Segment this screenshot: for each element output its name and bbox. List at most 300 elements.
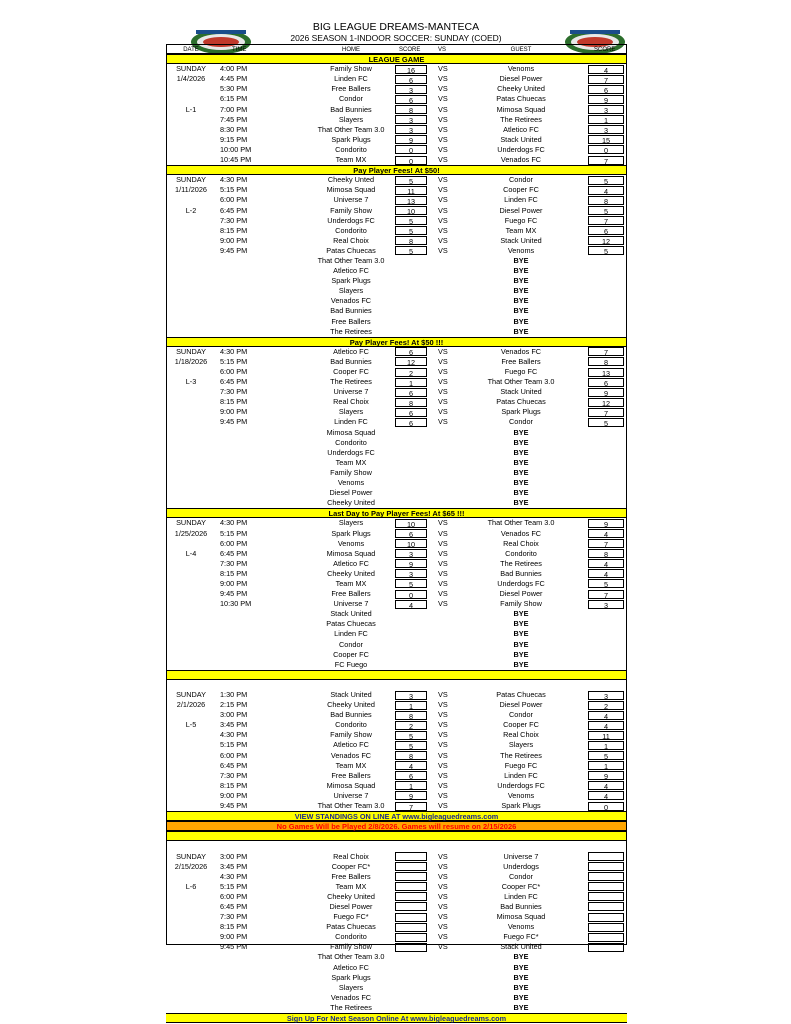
time-cell: 4:30 PM	[220, 518, 248, 528]
website-link-row[interactable]: VIEW STANDINGS ON LINE AT www.bigleaguedreams.com	[166, 811, 627, 821]
vs-label: VS	[438, 417, 448, 427]
guest-team: Spark Plugs	[501, 801, 541, 811]
team-name: Venados FC	[330, 992, 372, 1002]
guest-team: Bad Bunnies	[500, 901, 542, 911]
website-link-row[interactable]: Sign Up For Next Season Online At www.bigleaguedreams.com	[166, 1013, 627, 1023]
column-score-home: SCORE	[399, 47, 421, 53]
vs-label: VS	[438, 64, 448, 74]
game-row	[166, 549, 627, 559]
bye-label: BYE	[513, 296, 529, 306]
home-score-box: 3	[395, 125, 427, 134]
home-score-box: 3	[395, 691, 427, 700]
home-team: Real Choix	[333, 851, 369, 861]
home-score-box: 3	[395, 85, 427, 94]
column-score-guest: SCORE	[594, 47, 616, 53]
guest-team: Diesel Power	[499, 700, 543, 710]
home-team: Atletico FC	[333, 740, 369, 750]
column-time: TIME	[232, 47, 247, 53]
home-team: Linden FC	[334, 74, 368, 84]
bye-label: BYE	[513, 609, 529, 619]
vs-label: VS	[438, 851, 448, 861]
home-score-box	[395, 862, 427, 871]
bye-label: BYE	[513, 619, 529, 629]
page-subtitle: 2026 SEASON 1-INDOOR SOCCER: SUNDAY (COED)	[290, 33, 502, 43]
bye-row	[166, 1003, 627, 1013]
vs-label: VS	[438, 144, 448, 154]
team-name: Family Show	[330, 467, 372, 477]
time-cell: 6:00 PM	[220, 195, 248, 205]
guest-team: Stack United	[500, 387, 542, 397]
time-cell: 8:15 PM	[220, 780, 248, 790]
home-score-box: 8	[395, 751, 427, 760]
team-name: Venados FC	[330, 296, 372, 306]
guest-team: The Retirees	[500, 114, 542, 124]
home-team: Universe 7	[333, 599, 369, 609]
bye-row	[166, 488, 627, 498]
vs-label: VS	[438, 104, 448, 114]
time-cell: 4:45 PM	[220, 74, 248, 84]
guest-score-box: 12	[588, 398, 624, 407]
game-row	[166, 751, 627, 761]
home-score-box: 7	[395, 802, 427, 811]
bye-label: BYE	[513, 255, 529, 265]
separator-row	[166, 670, 627, 680]
game-row	[166, 175, 627, 185]
guest-team: Underdogs FC	[497, 144, 545, 154]
vs-label: VS	[438, 710, 448, 720]
bye-label: BYE	[513, 488, 529, 498]
bye-label: BYE	[513, 629, 529, 639]
date-cell: L-4	[185, 548, 197, 558]
separator-row	[166, 831, 627, 841]
home-score-box: 9	[395, 559, 427, 568]
home-team: Condorito	[335, 720, 367, 730]
guest-score-box: 9	[588, 388, 624, 397]
team-name: Mimosa Squad	[326, 427, 376, 437]
time-cell: 1:30 PM	[220, 690, 248, 699]
home-score-box: 6	[395, 408, 427, 417]
guest-team: Fuego FC	[504, 760, 538, 770]
home-score-box: 1	[395, 378, 427, 387]
guest-team: Slayers	[508, 740, 534, 750]
home-team: Universe 7	[333, 195, 369, 205]
game-row	[166, 781, 627, 791]
guest-score-box	[588, 852, 624, 861]
guest-score-box: 4	[588, 711, 624, 720]
time-cell: 10:45 PM	[220, 155, 252, 165]
date-cell: 1/18/2026	[174, 356, 208, 366]
home-score-box: 2	[395, 368, 427, 377]
bye-label: BYE	[513, 962, 529, 972]
team-name: Venoms	[337, 478, 365, 488]
guest-team: Venoms	[507, 64, 535, 74]
guest-team: Diesel Power	[499, 589, 543, 599]
schedule-table	[166, 44, 627, 1023]
date-cell: 1/11/2026	[175, 185, 207, 195]
vs-label: VS	[438, 195, 448, 205]
notice-row: No Games Will be Played 2/8/2026. Games will resume on 2/15/2026	[166, 821, 627, 831]
vs-label: VS	[438, 528, 448, 538]
home-team: Team MX	[335, 881, 367, 891]
guest-team: Spark Plugs	[501, 407, 541, 417]
guest-team: Atletico FC	[503, 124, 539, 134]
home-team: Team MX	[335, 578, 367, 588]
home-team: Mimosa Squad	[326, 185, 376, 195]
game-row	[166, 105, 627, 115]
time-cell: 4:30 PM	[220, 175, 248, 185]
bye-row	[166, 993, 627, 1003]
guest-team: That Other Team 3.0	[487, 518, 555, 528]
game-row	[166, 539, 627, 549]
guest-team: Stack United	[500, 134, 542, 144]
bye-row	[166, 468, 627, 478]
bye-label: BYE	[513, 326, 529, 336]
game-row	[166, 64, 627, 74]
guest-team: Underdogs FC	[497, 780, 545, 790]
home-score-box: 10	[395, 539, 427, 548]
home-team: Family Show	[330, 205, 372, 215]
bye-row	[166, 317, 627, 327]
guest-score-box: 5	[588, 579, 624, 588]
time-cell: 4:30 PM	[220, 871, 248, 881]
home-score-box: 13	[395, 196, 427, 205]
vs-label: VS	[438, 235, 448, 245]
game-row	[166, 912, 627, 922]
spacer-row	[166, 841, 627, 851]
time-cell: 5:15 PM	[220, 356, 248, 366]
home-team: Slayers	[338, 407, 364, 417]
guest-score-box: 4	[588, 65, 624, 74]
vs-label: VS	[438, 730, 448, 740]
home-team: That Other Team 3.0	[317, 801, 385, 811]
guest-score-box: 4	[588, 721, 624, 730]
vs-label: VS	[438, 124, 448, 134]
time-cell: 6:00 PM	[220, 750, 248, 760]
guest-score-box: 15	[588, 135, 624, 144]
guest-team: Venados FC	[500, 155, 542, 165]
time-cell: 5:15 PM	[220, 185, 248, 195]
guest-score-box	[588, 892, 624, 901]
home-score-box: 12	[395, 357, 427, 366]
vs-label: VS	[438, 942, 448, 952]
guest-team: The Retirees	[500, 750, 542, 760]
home-team: Mimosa Squad	[326, 548, 376, 558]
time-cell: 6:45 PM	[220, 205, 248, 215]
vs-label: VS	[438, 377, 448, 387]
date-cell: SUNDAY	[176, 346, 206, 356]
time-cell: 9:45 PM	[220, 417, 248, 427]
date-cell: L-1	[185, 104, 197, 114]
game-row	[166, 882, 627, 892]
home-score-box: 1	[395, 701, 427, 710]
game-row	[166, 236, 627, 246]
guest-team: Cooper FC	[503, 720, 539, 730]
bye-row	[166, 438, 627, 448]
home-team: Condorito	[335, 932, 367, 942]
home-score-box: 4	[395, 761, 427, 770]
team-name: Condorito	[335, 437, 367, 447]
team-name: The Retirees	[330, 326, 372, 336]
bye-row	[166, 296, 627, 306]
guest-team: Real Choix	[503, 730, 539, 740]
time-cell: 8:30 PM	[220, 124, 248, 134]
time-cell: 4:00 PM	[220, 64, 248, 74]
team-name: That Other Team 3.0	[317, 255, 385, 265]
guest-score-box: 2	[588, 701, 624, 710]
time-cell: 10:00 PM	[220, 144, 252, 154]
home-team: Patas Chuecas	[326, 922, 376, 932]
time-cell: 7:45 PM	[220, 114, 248, 124]
home-score-box: 0	[395, 590, 427, 599]
vs-label: VS	[438, 700, 448, 710]
home-score-box: 9	[395, 135, 427, 144]
home-team: Universe 7	[333, 790, 369, 800]
home-score-box	[395, 933, 427, 942]
guest-score-box: 0	[588, 802, 624, 811]
game-row	[166, 599, 627, 609]
bye-label: BYE	[513, 952, 529, 962]
home-score-box: 0	[395, 156, 427, 165]
time-cell: 7:30 PM	[220, 215, 248, 225]
home-score-box: 3	[395, 549, 427, 558]
home-score-box: 8	[395, 711, 427, 720]
vs-label: VS	[438, 387, 448, 397]
time-cell: 9:00 PM	[220, 578, 248, 588]
guest-score-box: 4	[588, 529, 624, 538]
home-score-box: 5	[395, 246, 427, 255]
guest-score-box: 7	[588, 347, 624, 356]
home-score-box	[395, 852, 427, 861]
bye-row	[166, 952, 627, 962]
guest-team: Cooper FC	[503, 185, 539, 195]
vs-label: VS	[438, 84, 448, 94]
team-name: Patas Chuecas	[326, 619, 376, 629]
guest-score-box: 6	[588, 85, 624, 94]
bye-row	[166, 963, 627, 973]
game-row	[166, 125, 627, 135]
guest-score-box: 3	[588, 600, 624, 609]
guest-team: Underdogs FC	[497, 578, 545, 588]
guest-team: Condor	[509, 710, 533, 720]
guest-team: That Other Team 3.0	[487, 377, 555, 387]
game-row	[166, 569, 627, 579]
game-row	[166, 347, 627, 357]
vs-label: VS	[438, 801, 448, 811]
guest-score-box	[588, 943, 624, 952]
bye-row	[166, 306, 627, 316]
guest-team: Family Show	[500, 599, 542, 609]
home-score-box	[395, 872, 427, 881]
game-row	[166, 377, 627, 387]
game-row	[166, 932, 627, 942]
banner-row: Pay Player Fees! At $50!	[166, 165, 627, 175]
time-cell: 6:45 PM	[220, 901, 248, 911]
home-team: Cheeky United	[327, 700, 375, 710]
game-row	[166, 84, 627, 94]
bye-label: BYE	[513, 982, 529, 992]
vs-label: VS	[438, 94, 448, 104]
home-team: Stack United	[330, 690, 372, 699]
home-score-box: 8	[395, 105, 427, 114]
home-score-box: 5	[395, 741, 427, 750]
banner-row: Pay Player Fees! At $50 !!!	[166, 337, 627, 347]
bye-label: BYE	[513, 478, 529, 488]
vs-label: VS	[438, 548, 448, 558]
home-team: Family Show	[330, 64, 372, 74]
vs-label: VS	[438, 881, 448, 891]
home-score-box: 10	[395, 519, 427, 528]
guest-score-box: 1	[588, 741, 624, 750]
vs-label: VS	[438, 578, 448, 588]
column-header-row	[166, 44, 627, 54]
home-team: Free Ballers	[331, 871, 371, 881]
home-team: Family Show	[330, 942, 372, 952]
guest-score-box: 5	[588, 751, 624, 760]
team-name: Atletico FC	[333, 266, 369, 276]
column-home: HOME	[342, 47, 360, 53]
team-name: Cheeky United	[327, 498, 375, 508]
bye-label: BYE	[513, 276, 529, 286]
time-cell: 9:45 PM	[220, 801, 248, 811]
guest-score-box: 12	[588, 236, 624, 245]
vs-label: VS	[438, 225, 448, 235]
vs-label: VS	[438, 397, 448, 407]
home-team: Bad Bunnies	[330, 104, 372, 114]
bye-label: BYE	[513, 437, 529, 447]
home-team: Team MX	[335, 760, 367, 770]
vs-label: VS	[438, 871, 448, 881]
guest-score-box: 3	[588, 691, 624, 700]
game-row	[166, 417, 627, 427]
home-team: Spark Plugs	[331, 528, 371, 538]
bye-row	[166, 640, 627, 650]
home-team: Cheeky United	[327, 568, 375, 578]
team-name: Slayers	[338, 286, 364, 296]
game-row	[166, 761, 627, 771]
bye-label: BYE	[513, 447, 529, 457]
vs-label: VS	[438, 568, 448, 578]
home-score-box	[395, 882, 427, 891]
guest-team: Bad Bunnies	[500, 568, 542, 578]
guest-score-box: 9	[588, 519, 624, 528]
game-row	[166, 357, 627, 367]
time-cell: 7:30 PM	[220, 387, 248, 397]
home-score-box: 16	[395, 65, 427, 74]
guest-team: Venados FC	[500, 528, 542, 538]
game-row	[166, 407, 627, 417]
home-score-box: 3	[395, 569, 427, 578]
guest-score-box: 4	[588, 569, 624, 578]
guest-score-box: 7	[588, 408, 624, 417]
bye-label: BYE	[513, 467, 529, 477]
time-cell: 9:45 PM	[220, 589, 248, 599]
time-cell: 5:15 PM	[220, 528, 248, 538]
game-row	[166, 206, 627, 216]
game-row	[166, 942, 627, 952]
home-team: Free Ballers	[331, 84, 371, 94]
home-team: Cheeky Unted	[327, 175, 375, 185]
home-team: Universe 7	[333, 387, 369, 397]
team-name: Cooper FC	[333, 649, 369, 659]
game-row	[166, 226, 627, 236]
time-cell: 8:15 PM	[220, 922, 248, 932]
home-score-box: 6	[395, 529, 427, 538]
guest-score-box: 6	[588, 378, 624, 387]
team-name: FC Fuego	[334, 659, 368, 669]
team-name: Stack United	[330, 609, 372, 619]
guest-team: Patas Chuecas	[496, 397, 546, 407]
guest-team: Condor	[509, 175, 533, 185]
date-cell: SUNDAY	[176, 64, 206, 74]
vs-label: VS	[438, 589, 448, 599]
vs-label: VS	[438, 891, 448, 901]
guest-score-box	[588, 882, 624, 891]
home-score-box	[395, 902, 427, 911]
vs-label: VS	[438, 599, 448, 609]
home-team: Cooper FC	[333, 367, 369, 376]
guest-team: Stack United	[500, 235, 542, 245]
vs-label: VS	[438, 932, 448, 942]
vs-label: VS	[438, 407, 448, 417]
bye-label: BYE	[513, 992, 529, 1002]
bye-row	[166, 256, 627, 266]
guest-score-box: 11	[588, 731, 624, 740]
bye-label: BYE	[513, 457, 529, 467]
vs-label: VS	[438, 790, 448, 800]
guest-team: Linden FC	[504, 891, 538, 901]
guest-score-box	[588, 923, 624, 932]
guest-team: Fuego FC*	[503, 932, 539, 942]
home-team: Fuego FC*	[333, 912, 369, 922]
guest-team: Diesel Power	[499, 205, 543, 215]
guest-team: Condorito	[505, 548, 537, 558]
home-team: Atletico FC	[333, 346, 369, 356]
guest-score-box: 3	[588, 105, 624, 114]
game-row	[166, 740, 627, 750]
team-name: Spark Plugs	[331, 972, 371, 982]
time-cell: 8:15 PM	[220, 568, 248, 578]
time-cell: 6:00 PM	[220, 538, 248, 548]
game-row	[166, 397, 627, 407]
game-row	[166, 771, 627, 781]
guest-score-box: 9	[588, 95, 624, 104]
time-cell: 6:45 PM	[220, 377, 248, 387]
column-vs: VS	[438, 47, 447, 53]
home-team: Venados FC	[330, 750, 372, 760]
bye-label: BYE	[513, 427, 529, 437]
date-cell: L-2	[185, 205, 197, 215]
guest-team: Condor	[509, 417, 533, 427]
team-name: That Other Team 3.0	[317, 952, 385, 962]
game-row	[166, 872, 627, 882]
team-name: Free Ballers	[331, 316, 371, 326]
vs-label: VS	[438, 185, 448, 195]
guest-score-box: 5	[588, 418, 624, 427]
home-score-box	[395, 923, 427, 932]
guest-score-box	[588, 902, 624, 911]
spacer-row	[166, 680, 627, 690]
time-cell: 7:30 PM	[220, 770, 248, 780]
guest-team: Cheeky United	[497, 84, 545, 94]
home-team: Slayers	[338, 114, 364, 124]
home-team: Free Ballers	[331, 770, 371, 780]
bye-row	[166, 276, 627, 286]
bye-row	[166, 266, 627, 276]
game-row	[166, 922, 627, 932]
home-score-box: 6	[395, 388, 427, 397]
vs-label: VS	[438, 912, 448, 922]
schedule-rows	[166, 54, 627, 1023]
